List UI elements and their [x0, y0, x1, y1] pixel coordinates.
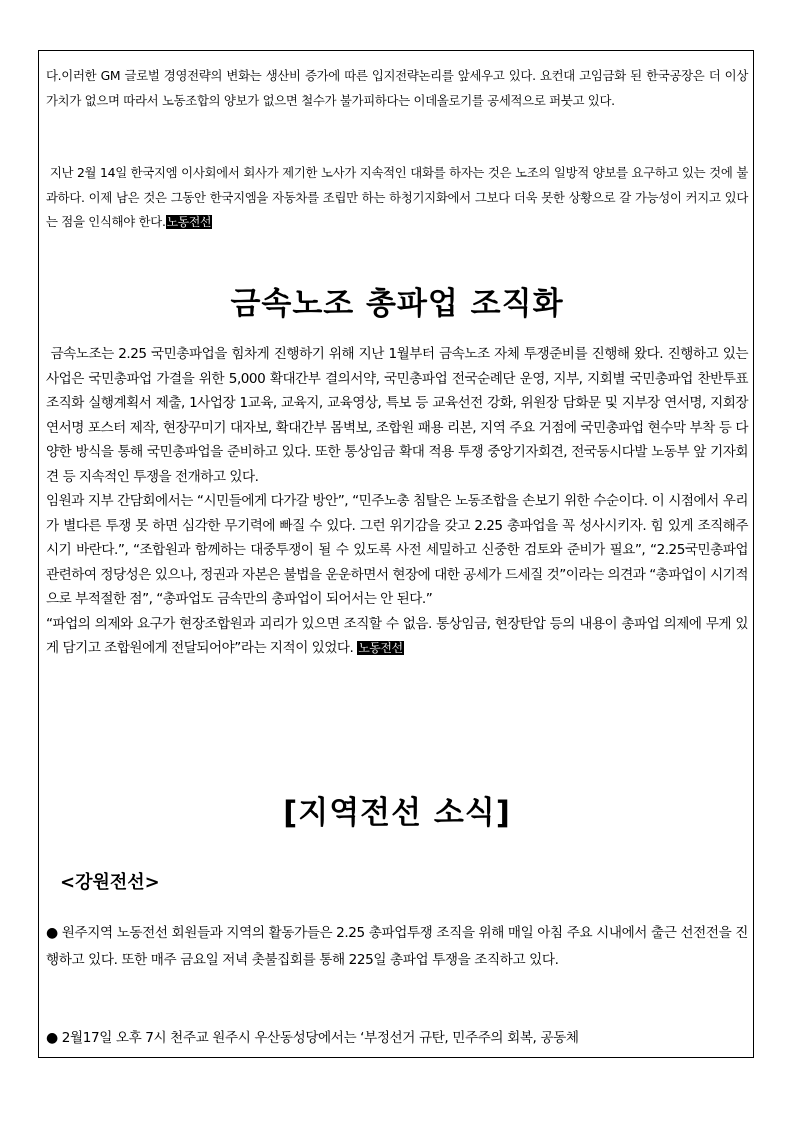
- intro-paragraph-2: [46, 161, 748, 235]
- section-title-metal-union: 금속노조 총파업 조직화: [230, 286, 564, 322]
- intro-paragraph: [46, 64, 748, 113]
- section1-paragraph: 금속노조는 2.25 국민총파업을 힘차게 진행하기 위해 지난 1월부터 금속노조 자체 투쟁준비를 진행해 왔다. 진행하고 있는 사업은 국민총파업 가결을 위한 5,000 확대간부 결의서약, 국민총파업 전국순례단 운영, 지부, 지회별 국민총파업 찬반투표 조직화 실행계획서 제출, 1사업장 1교육, 교육지, 교육영상, 특보 등 교육선전 강화, 위원장 담화문 및 지부장 연서명, 지회장 연서명 포스터 제작, 현장꾸미기 대자보, 확대간부 몸벽보, 조합원 패용 리본, 지역 주요 거점에 국민총파업 현수막 부착 등 다양한 방식을 통해 국민총파업을 준비하고 있다. 또한 통상임금 확대 적용 투쟁 중앙기자회견, 전국동시다발 노동부 앞 기자회견 등 지속적인 투쟁을 전개하고 있다.: [46, 346, 748, 485]
- section1-paragraph-3: “파업의 의제와 요구가 현장조합원과 괴리가 있으면 조직할 수 없음. 통상임금, 현장탄압 등의 내용이 총파업 의제에 무게 있게 담기고 조합원에게 전달되어야”라는 지적이 있었다.: [46, 615, 748, 656]
- nodongjeonseon-tag: 노동전선: [358, 641, 403, 655]
- bullet-icon: ●: [46, 925, 58, 941]
- intro-text-2: 지난 2월 14일 한국지엠 이사회에서 회사가 제기한 노사가 지속적인 대화를 하자는 것은 노조의 일방적 양보를 요구하고 있는 것에 불과하다. 이제 남은 것은 그동안 한국지엠을 자동차를 조립만 하는 하청기지화에서 그보다 더욱 못한 상황으로 갈 가능성이 커지고 있다는 점을 인식해야 한다.: [46, 165, 748, 229]
- news-item: [46, 1025, 748, 1052]
- section1-paragraph-2: 임원과 지부 간담회에서는 “시민들에게 다가갈 방안”, “민주노총 침탈은 노동조합을 손보기 위한 수순이다. 이 시점에서 우리가 별다른 투쟁 못 하면 심각한 무기력에 빠질 수 있다. 그런 위기감을 갖고 2.25 총파업을 꼭 성사시키자. 힘 있게 조직해주시기 바란다.”, “조합원과 함께하는 대중투쟁이 될 수 있도록 사전 세밀하고 신중한 검토와 준비가 필요”, “2.25국민총파업 관련하여 정당성은 있으나, 정권과 자본은 불법을 운운하면서 현장에 대한 공세가 드세질 것”이라는 의견과 “총파업이 시기적으로 부적절한 점”, “총파업도 금속만의 총파업이 되어서는 안 된다.”: [46, 493, 748, 607]
- news-item: [46, 920, 748, 974]
- news-item-text: 원주지역 노동전선 회원들과 지역의 활동가들은 2.25 총파업투쟁 조직을 위해 매일 아침 주요 시내에서 출근 선전전을 진행하고 있다. 또한 매주 금요일 저녁 촛불집회를 통해 225일 총파업 투쟁을 조직하고 있다.: [46, 925, 748, 968]
- intro-text: 다.이러한 GM 글로벌 경영전략의 변화는 생산비 증가에 따른 입지전략논리를 앞세우고 있다. 요컨대 고임금화 된 한국공장은 더 이상 가치가 없으며 따라서 노동조합의 양보가 없으면 철수가 불가피하다는 이데올로기를 공세적으로 퍼붓고 있다.: [46, 68, 748, 108]
- section-title-regional-news: [지역전선 소식]: [283, 795, 511, 831]
- section1-body: [46, 342, 748, 661]
- nodongjeonseon-tag: 노동전선: [166, 215, 211, 229]
- bullet-icon: ●: [46, 1030, 58, 1046]
- subsection-title-gangwon: <강원전선>: [60, 872, 160, 893]
- news-item-text: 2월17일 오후 7시 천주교 원주시 우산동성당에서는 ‘부정선거 규탄, 민주주의 회복, 공동체: [61, 1030, 579, 1046]
